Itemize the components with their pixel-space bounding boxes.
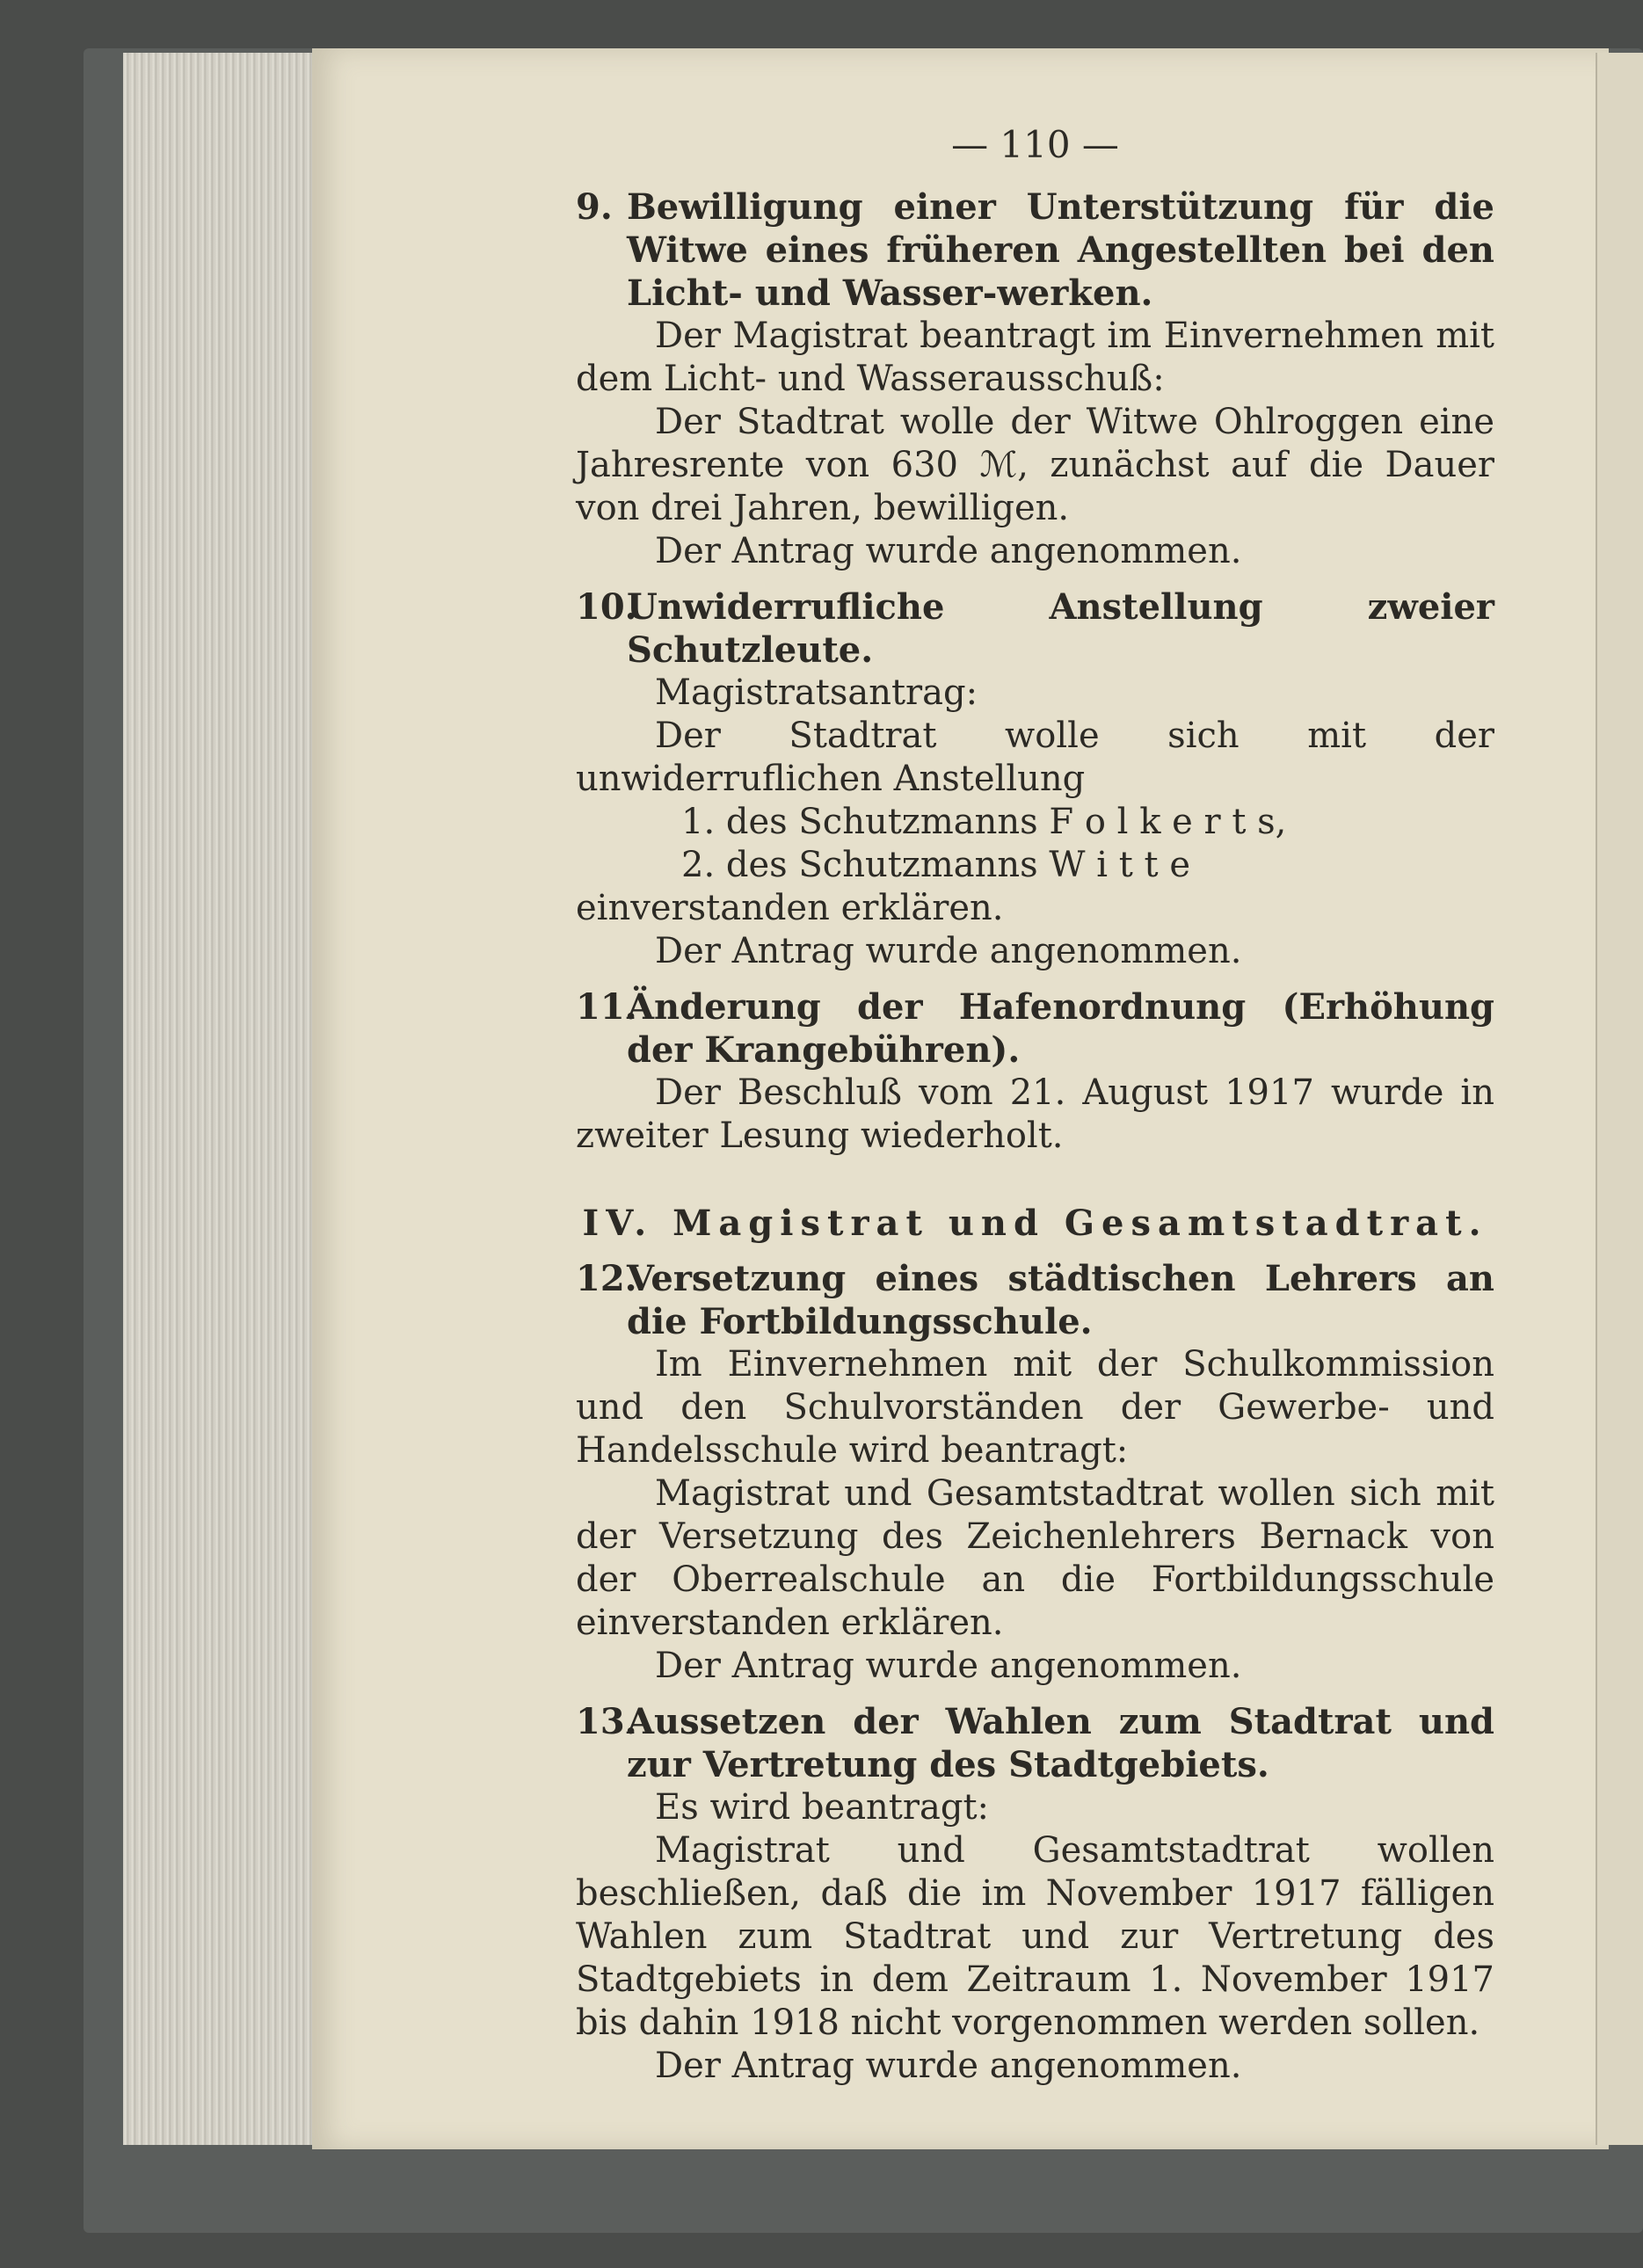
paragraph: Es wird beantragt: — [655, 1787, 989, 1828]
result-text: Der Antrag wurde angenommen. — [655, 1646, 1242, 1686]
item-title: Unwiderrufliche Anstellung zweier Schutzleute. — [627, 586, 1494, 671]
page-number: — 110 — — [951, 123, 1119, 166]
paragraph: Magistratsantrag: — [655, 672, 978, 713]
section-heading: IV. Magistrat und Gesamtstadtrat. — [582, 1203, 1488, 1244]
item-number: 12. — [576, 1258, 637, 1299]
item-number: 9. — [576, 186, 613, 228]
page-edges — [123, 53, 321, 2145]
officer-list — [576, 801, 1494, 887]
item-heading — [576, 585, 1494, 672]
agenda-item-12 — [576, 1257, 1494, 1688]
paragraph: Im Einvernehmen mit der Schulkommission und den Schulvorständen der Gewerbe- und Handelsschule wird beantragt: — [576, 1344, 1494, 1471]
agenda-item-13 — [576, 1700, 1494, 2088]
result-text: Der Antrag wurde angenommen. — [655, 931, 1242, 971]
paragraph: Der Stadtrat wolle der Witwe Ohlroggen eine Jahresrente von 630 ℳ, zunächst auf die Dauer von drei Jahren, bewilligen. — [576, 402, 1494, 528]
item-heading — [576, 985, 1494, 1072]
paragraph: Der Beschluß vom 21. August 1917 wurde in zweiter Lesung wiederholt. — [576, 1072, 1494, 1156]
item-title: Versetzung eines städtischen Lehrers an die Fortbildungsschule. — [627, 1258, 1494, 1342]
item-number: 10. — [576, 586, 637, 628]
result-text: Der Antrag wurde angenommen. — [655, 531, 1242, 571]
item-title: Änderung der Hafenordnung (Erhöhung der Krangebühren). — [627, 986, 1494, 1071]
paragraph: Magistrat und Gesamtstadtrat wollen beschließen, daß die im November 1917 fälligen Wahlen zum Stadtrat und zur Vertretung des Stadtgebiets in dem Zeitraum 1. November 1917 bis dahin 1918 nicht vorgenommen werden sollen. — [576, 1830, 1494, 2043]
paragraph: Der Stadtrat wolle sich mit der unwiderruflichen Anstellung — [576, 716, 1494, 799]
paragraph: Magistrat und Gesamtstadtrat wollen sich mit der Versetzung des Zeichenlehrers Bernack von der Oberrealschule an die Fortbildungsschule einverstanden erklären. — [576, 1473, 1494, 1643]
agenda-item-11 — [576, 985, 1494, 1158]
item-title: Bewilligung einer Unterstützung für die Witwe eines früheren Angestellten bei den Licht- und Wasser-werken. — [627, 186, 1494, 314]
agenda-item-10 — [576, 585, 1494, 973]
agenda-item-9 — [576, 185, 1494, 573]
item-heading — [576, 185, 1494, 315]
item-title: Aussetzen der Wahlen zum Stadtrat und zur Vertretung des Stadtgebiets. — [627, 1701, 1494, 1785]
list-item: 2. des Schutzmanns W i t t e — [681, 845, 1191, 885]
item-number: 13. — [576, 1701, 637, 1742]
page-text — [576, 123, 1494, 2088]
facing-page-edge — [1596, 53, 1643, 2145]
list-item: 1. des Schutzmanns F o l k e r t s, — [681, 802, 1287, 842]
item-heading — [576, 1700, 1494, 1786]
item-heading — [576, 1257, 1494, 1343]
paragraph: einverstanden erklären. — [576, 888, 1004, 928]
result-text: Der Antrag wurde angenommen. — [655, 2046, 1242, 2086]
paragraph: Der Magistrat beantragt im Einvernehmen mit dem Licht- und Wasserausschuß: — [576, 316, 1494, 399]
item-number: 11. — [576, 986, 637, 1028]
